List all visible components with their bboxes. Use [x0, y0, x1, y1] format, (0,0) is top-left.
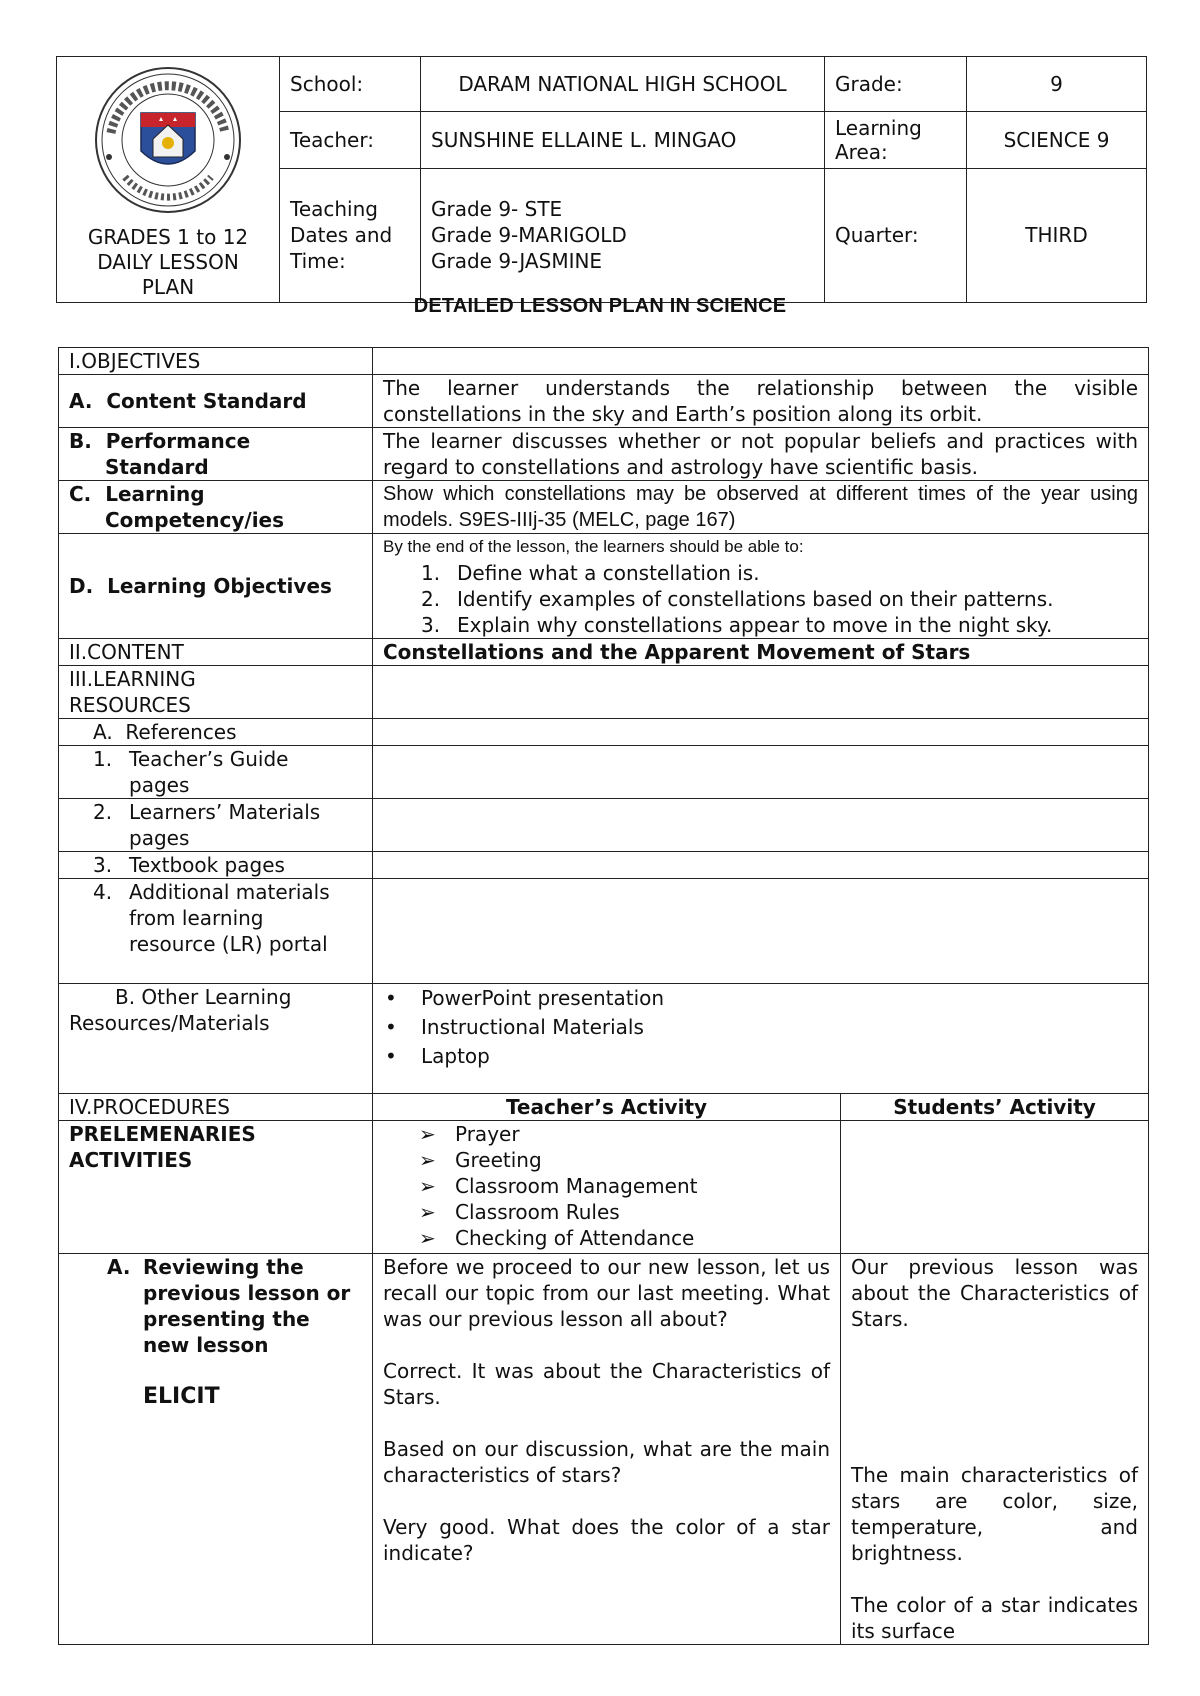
resource-item: 4. Additional materials from learning resource (LR) portal [59, 879, 373, 984]
list-item: • Laptop [385, 1044, 490, 1068]
teacher-line: Before we proceed to our new lesson, let us recall our topic from our last meeting. What was our previous lesson all about? [383, 1255, 830, 1331]
arrow-bullet-icon: ➢ [419, 1174, 436, 1198]
arrow-bullet-icon: ➢ [419, 1200, 436, 1224]
school-label: School: [280, 57, 421, 112]
students-activity-cell [841, 1254, 1149, 1645]
review-label: A. Reviewing the previous lesson or presenting the new lesson ELICIT [59, 1254, 373, 1645]
list-item: ➢ Greeting [419, 1148, 542, 1172]
header-table [56, 56, 1147, 303]
list-item: ➢ Classroom Rules [419, 1200, 620, 1224]
list-item: 3. Explain why constellations appear to move in the night sky. [421, 613, 1053, 637]
student-line: The color of a star indicates its surface [851, 1593, 1138, 1643]
resource-item: 3. Textbook pages [59, 852, 373, 879]
quarter-label: Quarter: [825, 168, 967, 302]
document-title: DETAILED LESSON PLAN IN SCIENCE [413, 295, 787, 317]
learning-area-value: SCIENCE 9 [967, 112, 1147, 169]
lesson-plan-table [58, 347, 1149, 1645]
other-resources-label: B. Other Learning Resources/Materials [59, 984, 373, 1094]
arrow-bullet-icon: ➢ [419, 1122, 436, 1146]
competency-text: Show which constellations may be observed at different times of the year using models. S9ES-IIIj-35 (MELC, page 167) [373, 481, 1149, 534]
learning-objectives-cell [373, 534, 1149, 639]
class-section: Grade 9-JASMINE [431, 249, 603, 274]
content-heading: II.CONTENT [59, 639, 373, 666]
teacher-line: Based on our discussion, what are the main characteristics of stars? [383, 1437, 830, 1487]
performance-standard-label: B. Performance Standard [59, 428, 373, 481]
list-item: ➢ Prayer [419, 1122, 520, 1146]
class-section: Grade 9-MARIGOLD [431, 223, 627, 248]
student-line: The main characteristics of stars are color, size, temperature, and brightness. [851, 1463, 1138, 1565]
other-resources-list [373, 984, 1149, 1094]
resource-item: 1. Teacher’s Guide pages [59, 746, 373, 799]
list-item: ➢ Checking of Attendance [419, 1226, 695, 1250]
learning-area-label: Learning Area: [825, 112, 967, 169]
dates-values [421, 168, 825, 302]
deped-seal-logo [93, 65, 243, 215]
teacher-label: Teacher: [280, 112, 421, 169]
list-item: • Instructional Materials [385, 1015, 644, 1039]
logo-cell [57, 57, 280, 303]
teacher-value: SUNSHINE ELLAINE L. MINGAO [421, 112, 825, 169]
preliminaries-list [373, 1121, 841, 1254]
plan-type-title: GRADES 1 to 12 DAILY LESSON PLAN [87, 225, 249, 299]
preliminaries-label: PRELEMENARIES ACTIVITIES [59, 1121, 373, 1254]
performance-standard-text: The learner discusses whether or not popular beliefs and practices with regard to constellations and astrology have scientific basis. [373, 428, 1149, 481]
grade-value: 9 [967, 57, 1147, 112]
references-label: A. References [59, 719, 373, 746]
learning-objectives-label: D. Learning Objectives [59, 534, 373, 639]
list-item: • PowerPoint presentation [385, 986, 665, 1010]
list-item: ➢ Classroom Management [419, 1174, 698, 1198]
quarter-value: THIRD [967, 168, 1147, 302]
dates-label: Teaching Dates and Time: [280, 168, 421, 302]
elicit-label: ELICIT [143, 1384, 220, 1409]
teacher-line: Correct. It was about the Characteristics of Stars. [383, 1359, 830, 1409]
arrow-bullet-icon: ➢ [419, 1226, 436, 1250]
content-standard-text: The learner understands the relationship between the visible constellations in the sky and Earth’s position along its orbit. [373, 375, 1149, 428]
competency-label: C. Learning Competency/ies [59, 481, 373, 534]
grade-label: Grade: [825, 57, 967, 112]
list-item: 1. Define what a constellation is. [421, 561, 760, 585]
teacher-activity-heading: Teacher’s Activity [373, 1094, 841, 1121]
content-value: Constellations and the Apparent Movement of Stars [373, 639, 1149, 666]
teacher-line: Very good. What does the color of a star indicate? [383, 1515, 830, 1565]
students-activity-heading: Students’ Activity [841, 1094, 1149, 1121]
list-item: 2. Identify examples of constellations based on their patterns. [421, 587, 1054, 611]
arrow-bullet-icon: ➢ [419, 1148, 436, 1172]
content-standard-label: A. Content Standard [59, 375, 373, 428]
procedures-heading: IV.PROCEDURES [59, 1094, 373, 1121]
class-section: Grade 9- STE [431, 197, 563, 222]
learning-objectives-intro: By the end of the lesson, the learners should be able to: [383, 537, 804, 556]
resource-item: 2. Learners’ Materials pages [59, 799, 373, 852]
objectives-heading: I.OBJECTIVES [59, 348, 373, 375]
student-line: Our previous lesson was about the Characteristics of Stars. [851, 1255, 1138, 1331]
school-value: DARAM NATIONAL HIGH SCHOOL [421, 57, 825, 112]
resources-heading: III.LEARNING RESOURCES [59, 666, 373, 719]
teacher-activity-cell [373, 1254, 841, 1645]
